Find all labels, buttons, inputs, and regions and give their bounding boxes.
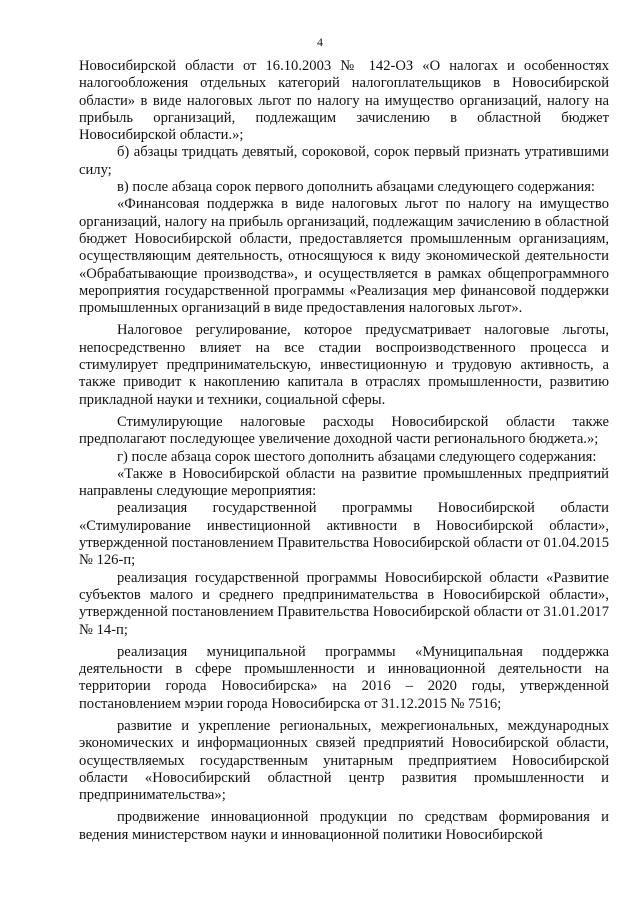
paragraph-program-municipal: реализация муниципальной программы «Муниципальная поддержка деятельности в сфере промышленности и инновационной деятельности на территории города Новосибирска» на 2016 – 2020 годы, утвержденной постановлением мэрии города Новосибирска от 31.12.2015 № 7516; xyxy=(79,643,609,712)
paragraph-program-smb: реализация государственной программы Новосибирской области «Развитие субъектов малого и среднего предпринимательства в Новосибирской области», утвержденной постановлением Правительства Новосибирской области от 31.01.2017 № 14-п; xyxy=(79,569,609,638)
page-number: 4 xyxy=(317,35,323,49)
paragraph-tax-regulation: Налоговое регулирование, которое предусматривает налоговые льготы, непосредственно влияет на все стадии воспроизводственного процесса и стимулирует предпринимательскую, инвестиционную и трудовую активность, а также приводит к накоплению капитала в отраслях промышленности, развитию прикладной науки и техники, социальной сферы. xyxy=(79,322,609,408)
paragraph-continuation: Новосибирской области от 16.10.2003 № 142-ОЗ «О налогах и особенностях налогообложения отдельных категорий налогоплательщиков в Новосибирской области» в виде налоговых льгот по налогу на имущество организаций, налогу на прибыль организаций, подлежащим зачислению в областной бюджет Новосибирской области.»; xyxy=(79,58,609,144)
paragraph-program-investment: реализация государственной программы Новосибирской области «Стимулирование инвестиционной активности в Новосибирской области», утвержденной постановлением Правительства Новосибирской области от 01.04.2015 № 126-п; xyxy=(79,500,609,569)
paragraph-item-b: б) абзацы тридцать девятый, сороковой, сорок первый признать утратившими силу; xyxy=(79,144,609,178)
paragraph-innovation-promotion: продвижение инновационной продукции по средствам формирования и ведения министерством науки и инновационной политики Новосибирской xyxy=(79,809,609,843)
paragraph-financial-support: «Финансовая поддержка в виде налоговых льгот по налогу на имущество организаций, налогу на прибыль организаций, подлежащим зачислению в областной бюджет Новосибирской области, предоставляется промышленным организациям, осуществляющим деятельность, относящуюся к виду экономической деятельности «Обрабатывающие производства», и осуществляется в рамках общепрограммного мероприятия государственной программы «Реализация мер финансовой поддержки промышленных организаций в виде предоставления налоговых льгот». xyxy=(79,196,609,317)
paragraph-stimulating-expenses: Стимулирующие налоговые расходы Новосибирской области также предполагают последующее увеличение доходной части регионального бюджета.»; xyxy=(79,413,609,448)
paragraph-measures-intro: «Также в Новосибирской области на развитие промышленных предприятий направлены следующие мероприятия: xyxy=(79,465,609,500)
paragraph-item-g: г) после абзаца сорок шестого дополнить абзацами следующего содержания: xyxy=(117,448,597,465)
paragraph-economic-ties: развитие и укрепление региональных, межрегиональных, международных экономических и информационных связей предприятий Новосибирской области, осуществляемых государственным унитарным предприятием Новосибирской области «Новосибирский областной центр развития промышленности и предпринимательства»; xyxy=(79,717,609,804)
document-body xyxy=(79,58,609,844)
paragraph-item-v: в) после абзаца сорок первого дополнить абзацами следующего содержания: xyxy=(117,179,595,196)
